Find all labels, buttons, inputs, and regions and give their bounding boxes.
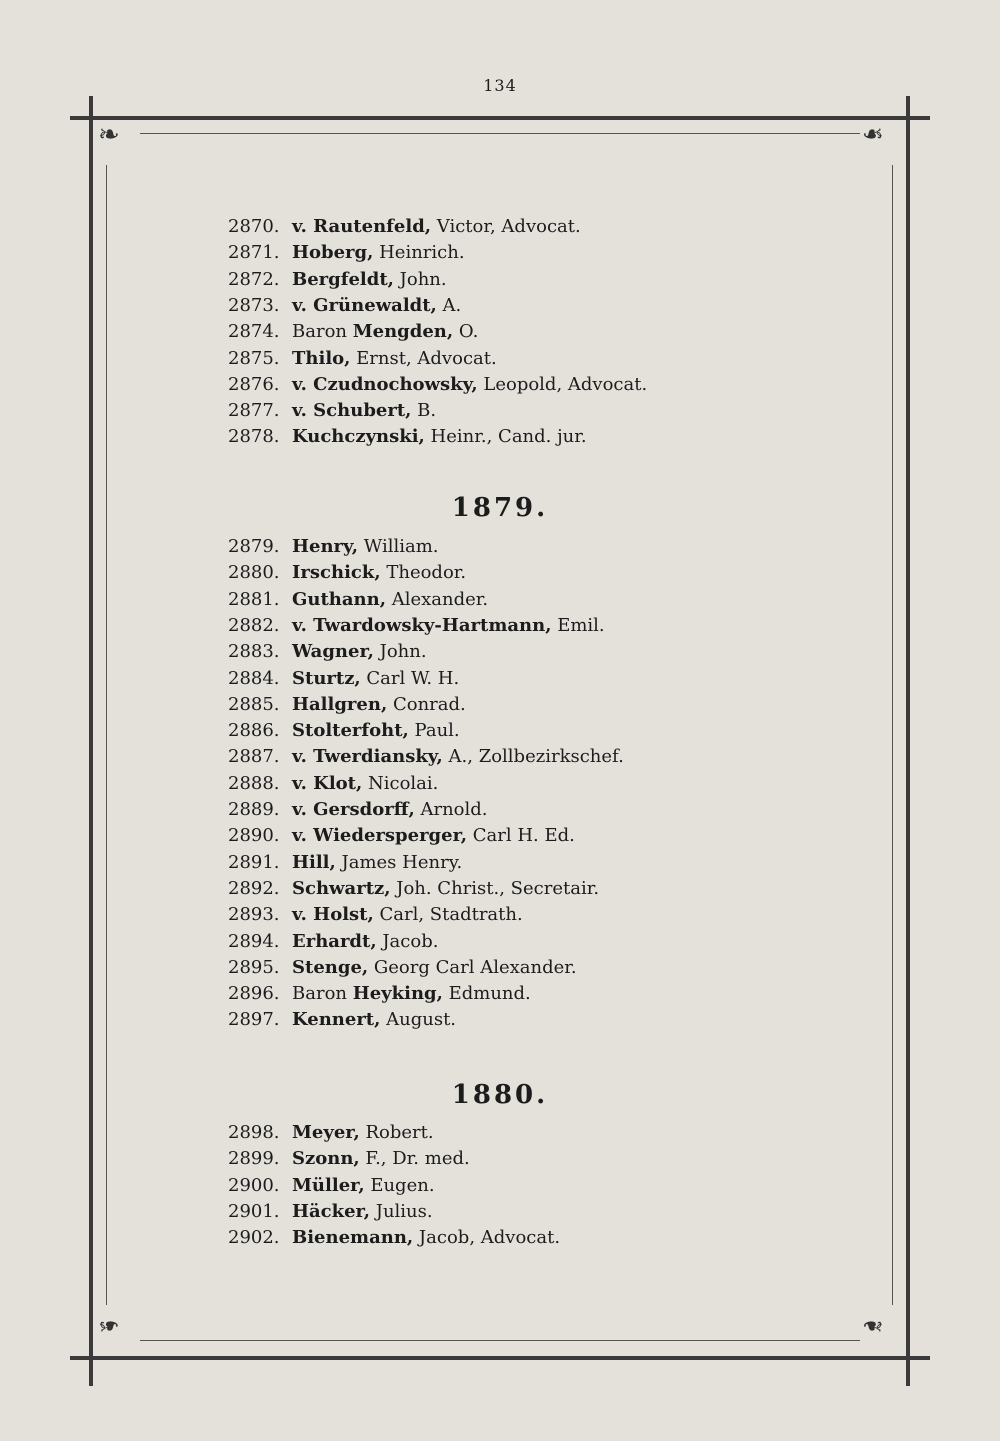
entry-details: Conrad.: [387, 693, 466, 715]
register-entry: [228, 398, 436, 424]
entry-details: Heinrich.: [373, 242, 465, 264]
entry-details: Emil.: [551, 614, 605, 636]
entry-surname: v. Twardowsky-Hartmann,: [292, 614, 552, 636]
register-entry: [228, 587, 488, 613]
entry-number: 2882.: [228, 614, 280, 636]
entry-details: William.: [358, 536, 439, 557]
entry-number: 2895.: [228, 956, 280, 978]
entry-surname: Sturtz,: [292, 667, 361, 689]
entry-number: 2892.: [228, 877, 280, 899]
entry-number: 2890.: [228, 825, 280, 847]
register-entry: [228, 981, 531, 1007]
entry-details: John.: [393, 268, 447, 290]
entry-surname: Erhardt,: [292, 930, 377, 952]
entry-surname: Bergfeldt,: [292, 268, 394, 290]
entry-surname: v. Czudnochowsky,: [292, 373, 478, 395]
entry-details: Joh. Christ., Secretair.: [390, 877, 600, 899]
entry-surname: Mengden,: [352, 321, 454, 343]
year-heading: 1879.: [451, 493, 549, 523]
entry-number: 2871.: [228, 242, 280, 264]
entry-number: 2875.: [228, 347, 280, 369]
register-entry: [228, 1199, 433, 1225]
entry-surname: Thilo,: [292, 347, 351, 369]
entry-title-prefix: Baron: [292, 983, 353, 1005]
entry-surname: Hallgren,: [292, 693, 388, 715]
register-entry: [228, 771, 438, 797]
entry-details: Carl, Stadtrath.: [373, 904, 523, 926]
entry-title-prefix: Baron: [292, 321, 353, 343]
entry-number: 2877.: [228, 400, 280, 422]
register-entry: [228, 955, 577, 981]
entry-number: 2898.: [228, 1122, 280, 1143]
entry-surname: v. Rautenfeld,: [292, 216, 432, 237]
frame-right-rule: [906, 96, 910, 1386]
entry-number: 2884.: [228, 667, 280, 689]
entry-number: 2902.: [228, 1227, 280, 1249]
entry-number: 2893.: [228, 904, 280, 926]
register-entry: [228, 319, 478, 345]
entry-details: Jacob, Advocat.: [413, 1227, 561, 1249]
entry-details: B.: [411, 400, 437, 422]
register-entry: [228, 1173, 435, 1199]
entry-surname: v. Gersdorff,: [292, 799, 415, 820]
entry-details: A., Zollbezirkschef.: [442, 746, 624, 768]
entry-number: 2881.: [228, 588, 280, 610]
entry-number: 2900.: [228, 1174, 280, 1196]
corner-ornament-icon: ❧: [862, 1310, 884, 1340]
entry-details: Theodor.: [380, 562, 467, 584]
entry-surname: Häcker,: [292, 1200, 370, 1222]
register-entry: [228, 267, 447, 293]
entry-number: 2874.: [228, 321, 280, 343]
entry-number: 2889.: [228, 799, 280, 820]
entry-surname: Guthann,: [292, 588, 386, 610]
entry-details: Jacob.: [376, 930, 439, 952]
inner-frame-top: [140, 133, 860, 134]
entry-number: 2876.: [228, 373, 280, 395]
entry-surname: v. Klot,: [292, 772, 363, 794]
register-entry: [228, 744, 624, 770]
entry-details: Leopold, Advocat.: [477, 373, 648, 395]
entry-details: August.: [380, 1009, 457, 1031]
register-entry: [228, 534, 439, 560]
entry-number: 2872.: [228, 268, 280, 290]
entry-surname: Heyking,: [352, 983, 443, 1005]
entry-number: 2894.: [228, 930, 280, 952]
entry-surname: v. Holst,: [292, 904, 374, 926]
entry-details: Carl H. Ed.: [467, 825, 575, 847]
entry-surname: Stenge,: [292, 956, 369, 978]
register-entry: [228, 692, 466, 718]
register-entry: [228, 876, 599, 902]
register-entry: [228, 1146, 470, 1172]
entry-surname: Irschick,: [292, 562, 381, 584]
register-entry: [228, 902, 523, 928]
entry-number: 2899.: [228, 1148, 280, 1170]
entry-details: Robert.: [359, 1122, 434, 1143]
register-entry: [228, 797, 488, 823]
register-entry: [228, 666, 459, 692]
register-entry: [228, 718, 460, 744]
entry-number: 2896.: [228, 983, 280, 1005]
entry-surname: Hill,: [292, 851, 336, 873]
entry-surname: Szonn,: [292, 1148, 360, 1170]
entry-details: Arnold.: [414, 799, 488, 820]
entry-surname: v. Twerdiansky,: [292, 746, 443, 768]
register-entry: [228, 346, 497, 372]
register-entry: [228, 372, 647, 398]
entry-number: 2887.: [228, 746, 280, 768]
entry-number: 2870.: [228, 216, 280, 237]
entry-details: Alexander.: [385, 588, 489, 610]
register-entry: [228, 823, 575, 849]
entry-number: 2879.: [228, 536, 280, 557]
corner-ornament-icon: ❧: [98, 1310, 120, 1340]
entry-details: Carl W. H.: [360, 667, 460, 689]
frame-bottom-rule: [70, 1356, 930, 1360]
register-entry: [228, 560, 466, 586]
entry-surname: Schwartz,: [292, 877, 391, 899]
register-entry: [228, 929, 438, 955]
register-entry: [228, 1120, 434, 1146]
entry-surname: Stolterfoht,: [292, 720, 409, 742]
register-entry: [228, 639, 427, 665]
entry-details: James Henry.: [335, 851, 463, 873]
entry-number: 2901.: [228, 1200, 280, 1222]
entry-surname: Müller,: [292, 1174, 365, 1196]
register-entry: [228, 613, 605, 639]
register-entry: [228, 240, 465, 266]
inner-frame-bottom: [140, 1340, 860, 1341]
entry-details: A.: [436, 294, 462, 316]
entry-number: 2878.: [228, 426, 280, 448]
entry-number: 2886.: [228, 720, 280, 742]
entry-details: Ernst, Advocat.: [350, 347, 497, 369]
register-entry: [228, 1225, 560, 1251]
entry-surname: Kuchczynski,: [292, 426, 425, 448]
entry-details: O.: [453, 321, 479, 343]
entry-number: 2885.: [228, 693, 280, 715]
corner-ornament-icon: ❧: [862, 120, 884, 150]
register-entry: [228, 214, 581, 240]
inner-frame-right: [892, 165, 893, 1305]
entry-details: Heinr., Cand. jur.: [424, 426, 587, 448]
entry-number: 2891.: [228, 851, 280, 873]
entry-details: Julius.: [370, 1200, 433, 1222]
register-entry: [228, 850, 462, 876]
register-entry: [228, 293, 461, 319]
entry-details: Nicolai.: [362, 772, 439, 794]
entry-surname: Meyer,: [292, 1122, 360, 1143]
entry-surname: Wagner,: [292, 641, 374, 663]
entry-number: 2873.: [228, 294, 280, 316]
entry-surname: Bienemann,: [292, 1227, 414, 1249]
entry-number: 2880.: [228, 562, 280, 584]
entry-number: 2888.: [228, 772, 280, 794]
entry-surname: Hoberg,: [292, 242, 374, 264]
page-number: 134: [483, 76, 517, 95]
entry-details: F., Dr. med.: [359, 1148, 470, 1170]
inner-frame-left: [106, 165, 107, 1305]
entry-details: Victor, Advocat.: [431, 216, 581, 237]
entry-details: John.: [373, 641, 427, 663]
entry-surname: Henry,: [292, 536, 359, 557]
entry-surname: v. Wiedersperger,: [292, 825, 468, 847]
corner-ornament-icon: ❧: [98, 120, 120, 150]
entry-surname: v. Schubert,: [292, 400, 412, 422]
year-heading: 1880.: [451, 1080, 549, 1110]
entry-details: Eugen.: [364, 1174, 435, 1196]
entry-surname: Kennert,: [292, 1009, 381, 1031]
entry-details: Edmund.: [442, 983, 531, 1005]
entry-surname: v. Grünewaldt,: [292, 294, 437, 316]
entry-number: 2897.: [228, 1009, 280, 1031]
frame-left-rule: [89, 96, 93, 1386]
entry-details: Georg Carl Alexander.: [368, 956, 577, 978]
frame-top-rule: [70, 116, 930, 120]
entry-number: 2883.: [228, 641, 280, 663]
register-entry: [228, 1007, 456, 1033]
register-entry: [228, 424, 587, 450]
entry-details: Paul.: [408, 720, 460, 742]
